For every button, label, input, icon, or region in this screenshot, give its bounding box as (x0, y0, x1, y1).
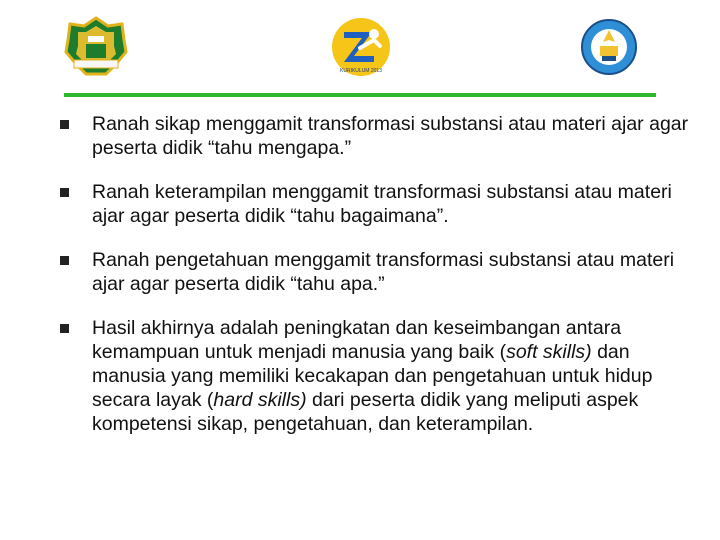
bullet-icon (60, 188, 69, 197)
kemenag-logo (64, 16, 128, 76)
list-item (60, 180, 690, 228)
header-divider (64, 93, 656, 97)
bullet-text-part: dan manusia yang memiliki kecakapan dan pengetahuan untuk hidup secara layak ( (92, 341, 653, 411)
bullet-list (60, 112, 690, 456)
list-item (60, 112, 690, 160)
hard-skills-term: hard skills) (213, 389, 307, 411)
soft-skills-term: soft skills) (506, 341, 592, 363)
bullet-text: Ranah keterampilan menggamit transformasi substansi atau materi ajar agar peserta didik “tahu bagaimana”. (92, 181, 672, 227)
bullet-icon (60, 256, 69, 265)
bullet-text: Ranah sikap menggamit transformasi substansi atau materi ajar agar peserta didik “tahu mengapa.” (92, 113, 689, 159)
list-item (60, 316, 690, 436)
kurikulum-2013-logo (330, 16, 392, 78)
bullet-text-part: Hasil akhirnya adalah peningkatan dan keseimbangan antara kemampuan untuk menjadi manusia yang baik ( (92, 317, 622, 363)
list-item (60, 248, 690, 296)
svg-text:KURIKULUM 2013: KURIKULUM 2013 (340, 68, 382, 74)
bullet-text: Ranah pengetahuan menggamit transformasi substansi atau materi ajar agar peserta didik “tahu apa.” (92, 249, 675, 295)
bullet-icon (60, 324, 69, 333)
bullet-icon (60, 120, 69, 129)
kemendikbud-logo (580, 18, 638, 76)
bullet-text-part: dari peserta didik yang meliputi aspek kompetensi sikap, pengetahuan, dan keterampilan. (92, 389, 639, 435)
